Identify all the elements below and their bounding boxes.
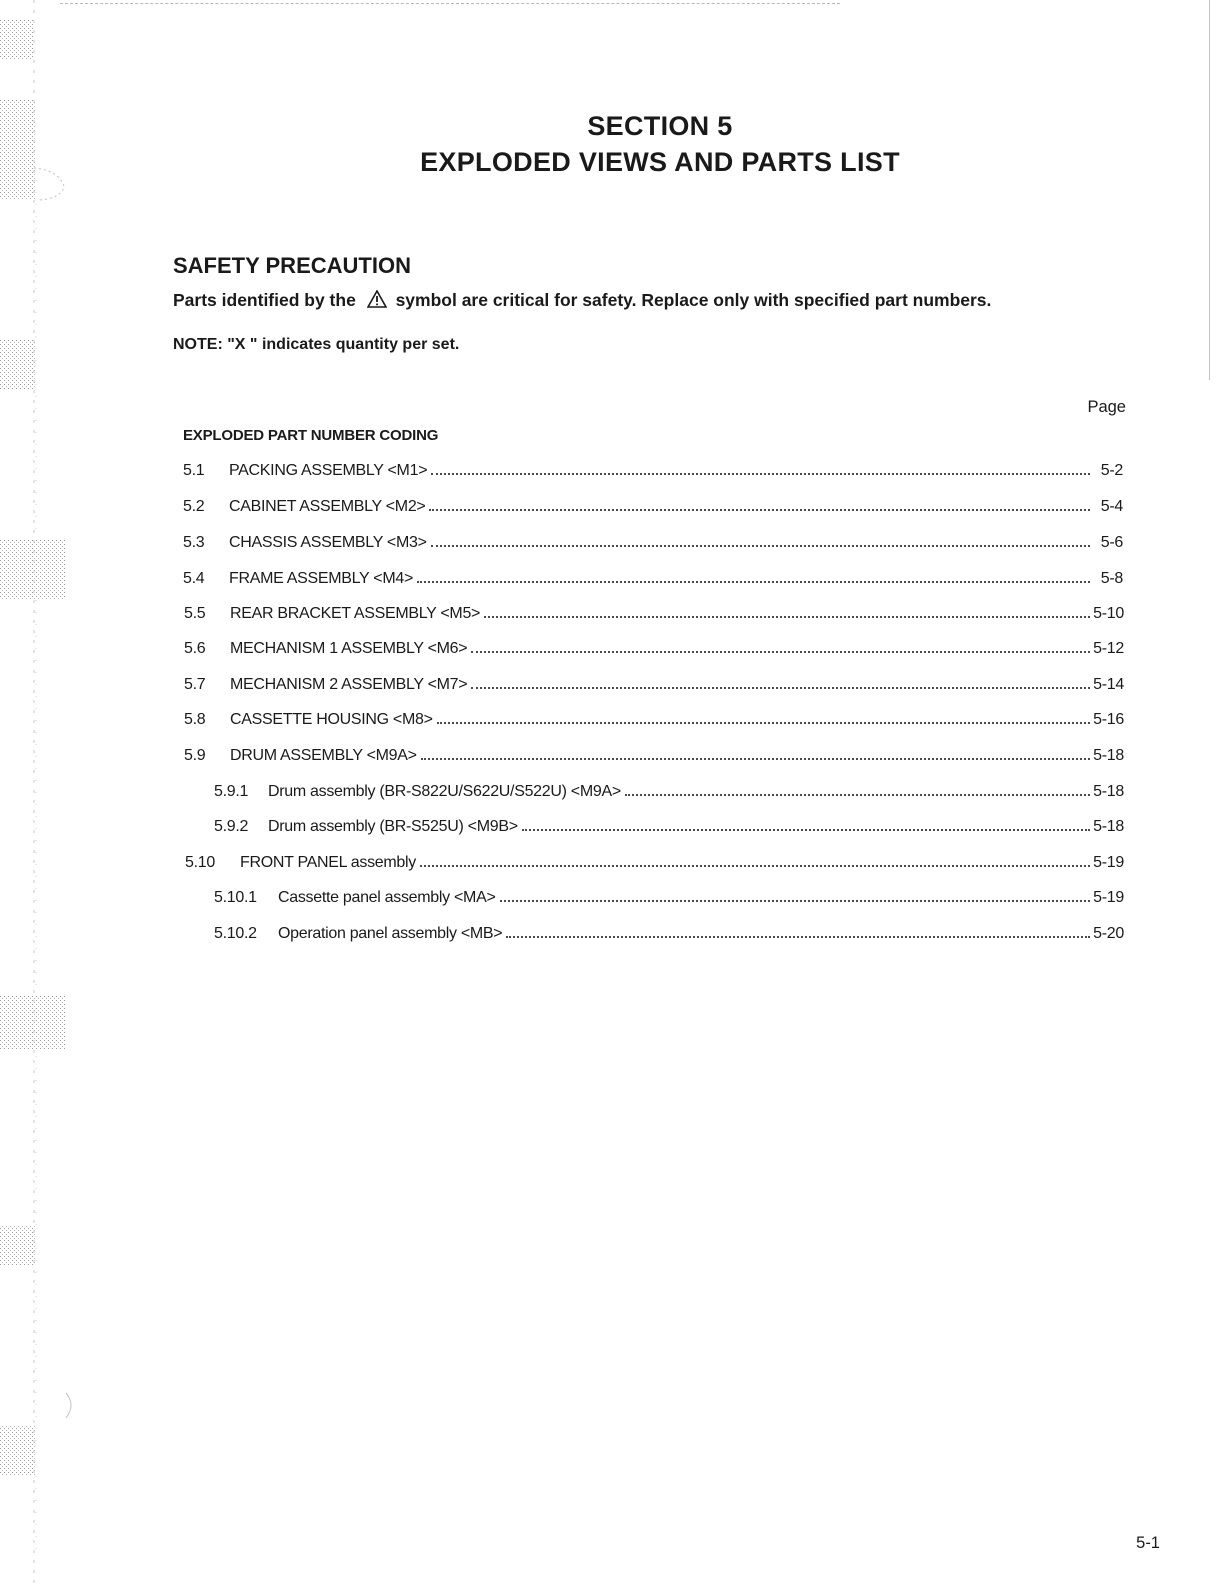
page-number: 5-1	[1136, 1534, 1160, 1552]
safety-text-after: symbol are critical for safety. Replace only with specified part numbers.	[395, 290, 992, 310]
dot-leader	[506, 936, 1090, 938]
toc-entry-page: 5-19	[1093, 854, 1124, 871]
toc-entry-page: 5-2	[1100, 462, 1123, 479]
toc-entry-title: Drum assembly (BR-S525U) <M9B>	[268, 818, 518, 835]
toc-entry-title: CHASSIS ASSEMBLY <M3>	[229, 534, 427, 551]
toc-entry-number: 5.10.1	[214, 889, 257, 906]
dot-leader	[429, 509, 1090, 511]
toc-entry-title: FRAME ASSEMBLY <M4>	[229, 570, 414, 587]
toc-entry-page: 5-10	[1093, 605, 1124, 622]
dot-leader	[471, 687, 1090, 689]
toc-entry-page: 5-8	[1100, 570, 1123, 587]
toc-entry-title: PACKING ASSEMBLY <M1>	[229, 462, 428, 479]
toc-entry[interactable]	[183, 496, 1123, 518]
dot-leader	[484, 616, 1090, 618]
toc-entry-title: CASSETTE HOUSING <M8>	[230, 711, 433, 728]
dot-leader	[417, 581, 1090, 583]
toc-entry-title: MECHANISM 1 ASSEMBLY <M6>	[230, 640, 468, 657]
dot-leader	[625, 794, 1090, 796]
toc-entry-title: FRONT PANEL assembly	[240, 854, 416, 871]
toc-entry-page: 5-6	[1100, 534, 1123, 551]
toc-entry-title: DRUM ASSEMBLY <M9A>	[230, 747, 417, 764]
toc-entry-page: 5-18	[1093, 818, 1124, 835]
toc-entry[interactable]	[184, 603, 1124, 625]
toc-entry[interactable]	[184, 638, 1124, 660]
toc-entry[interactable]	[183, 532, 1123, 554]
toc-entry-number: 5.4	[183, 570, 205, 587]
toc-entry-number: 5.6	[184, 640, 206, 657]
toc-entry-title: MECHANISM 2 ASSEMBLY <M7>	[230, 676, 468, 693]
toc-subentry[interactable]	[214, 816, 1124, 838]
toc-entry-title: CABINET ASSEMBLY <M2>	[229, 498, 426, 515]
safety-text-before: Parts identified by the	[173, 290, 356, 310]
toc-entry-number: 5.9.1	[214, 783, 249, 800]
toc-entry[interactable]	[183, 460, 1123, 482]
quantity-note: NOTE: "X " indicates quantity per set.	[173, 336, 460, 353]
toc-entry-title: Cassette panel assembly <MA>	[278, 889, 496, 906]
section-title: EXPLODED VIEWS AND PARTS LIST	[420, 147, 900, 177]
toc-entry-number: 5.2	[183, 498, 205, 515]
dot-leader	[420, 865, 1090, 867]
dot-leader	[431, 545, 1090, 547]
safety-precaution-title: SAFETY PRECAUTION	[173, 253, 411, 278]
toc-entry[interactable]	[184, 674, 1124, 696]
toc-entry-page: 5-18	[1093, 747, 1124, 764]
dot-leader	[471, 651, 1090, 653]
toc-entry-title: Drum assembly (BR-S822U/S622U/S522U) <M9A>	[268, 783, 621, 800]
toc-entry-number: 5.9.2	[214, 818, 249, 835]
dot-leader	[421, 758, 1091, 760]
toc-entry-page: 5-12	[1093, 640, 1124, 657]
toc-entry-page: 5-16	[1093, 711, 1124, 728]
toc-entry-page: 5-4	[1100, 498, 1123, 515]
toc-subentry[interactable]	[214, 887, 1124, 909]
toc-entry-title: Operation panel assembly <MB>	[278, 925, 503, 942]
toc-entry-title: REAR BRACKET ASSEMBLY <M5>	[230, 605, 481, 622]
dot-leader	[431, 473, 1090, 475]
toc-entry-number: 5.3	[183, 534, 205, 551]
section-number: SECTION 5	[587, 111, 733, 141]
toc-entry-page: 5-19	[1093, 889, 1124, 906]
toc-entry-number: 5.10.2	[214, 925, 257, 942]
page-column-label: Page	[1087, 398, 1126, 416]
toc-entry-number: 5.8	[184, 711, 206, 728]
toc-entry[interactable]	[184, 745, 1124, 767]
toc-entry-number: 5.10	[185, 854, 215, 871]
toc-entry-page: 5-18	[1093, 783, 1124, 800]
toc-entry[interactable]	[183, 568, 1123, 590]
dot-leader	[522, 829, 1090, 831]
toc-entry-number: 5.1	[183, 462, 205, 479]
toc-entry-number: 5.5	[184, 605, 206, 622]
toc-entry[interactable]	[185, 852, 1124, 874]
dot-leader	[437, 722, 1091, 724]
toc-entry-page: 5-20	[1093, 925, 1124, 942]
toc-entry-number: 5.7	[184, 676, 206, 693]
toc-entry-number: 5.9	[184, 747, 206, 764]
dot-leader	[500, 900, 1091, 902]
toc-subentry[interactable]	[214, 781, 1124, 803]
toc-header: EXPLODED PART NUMBER CODING	[183, 427, 439, 444]
toc-entry-page: 5-14	[1093, 676, 1124, 693]
toc-entry[interactable]	[184, 709, 1124, 731]
toc-subentry[interactable]	[214, 923, 1124, 945]
